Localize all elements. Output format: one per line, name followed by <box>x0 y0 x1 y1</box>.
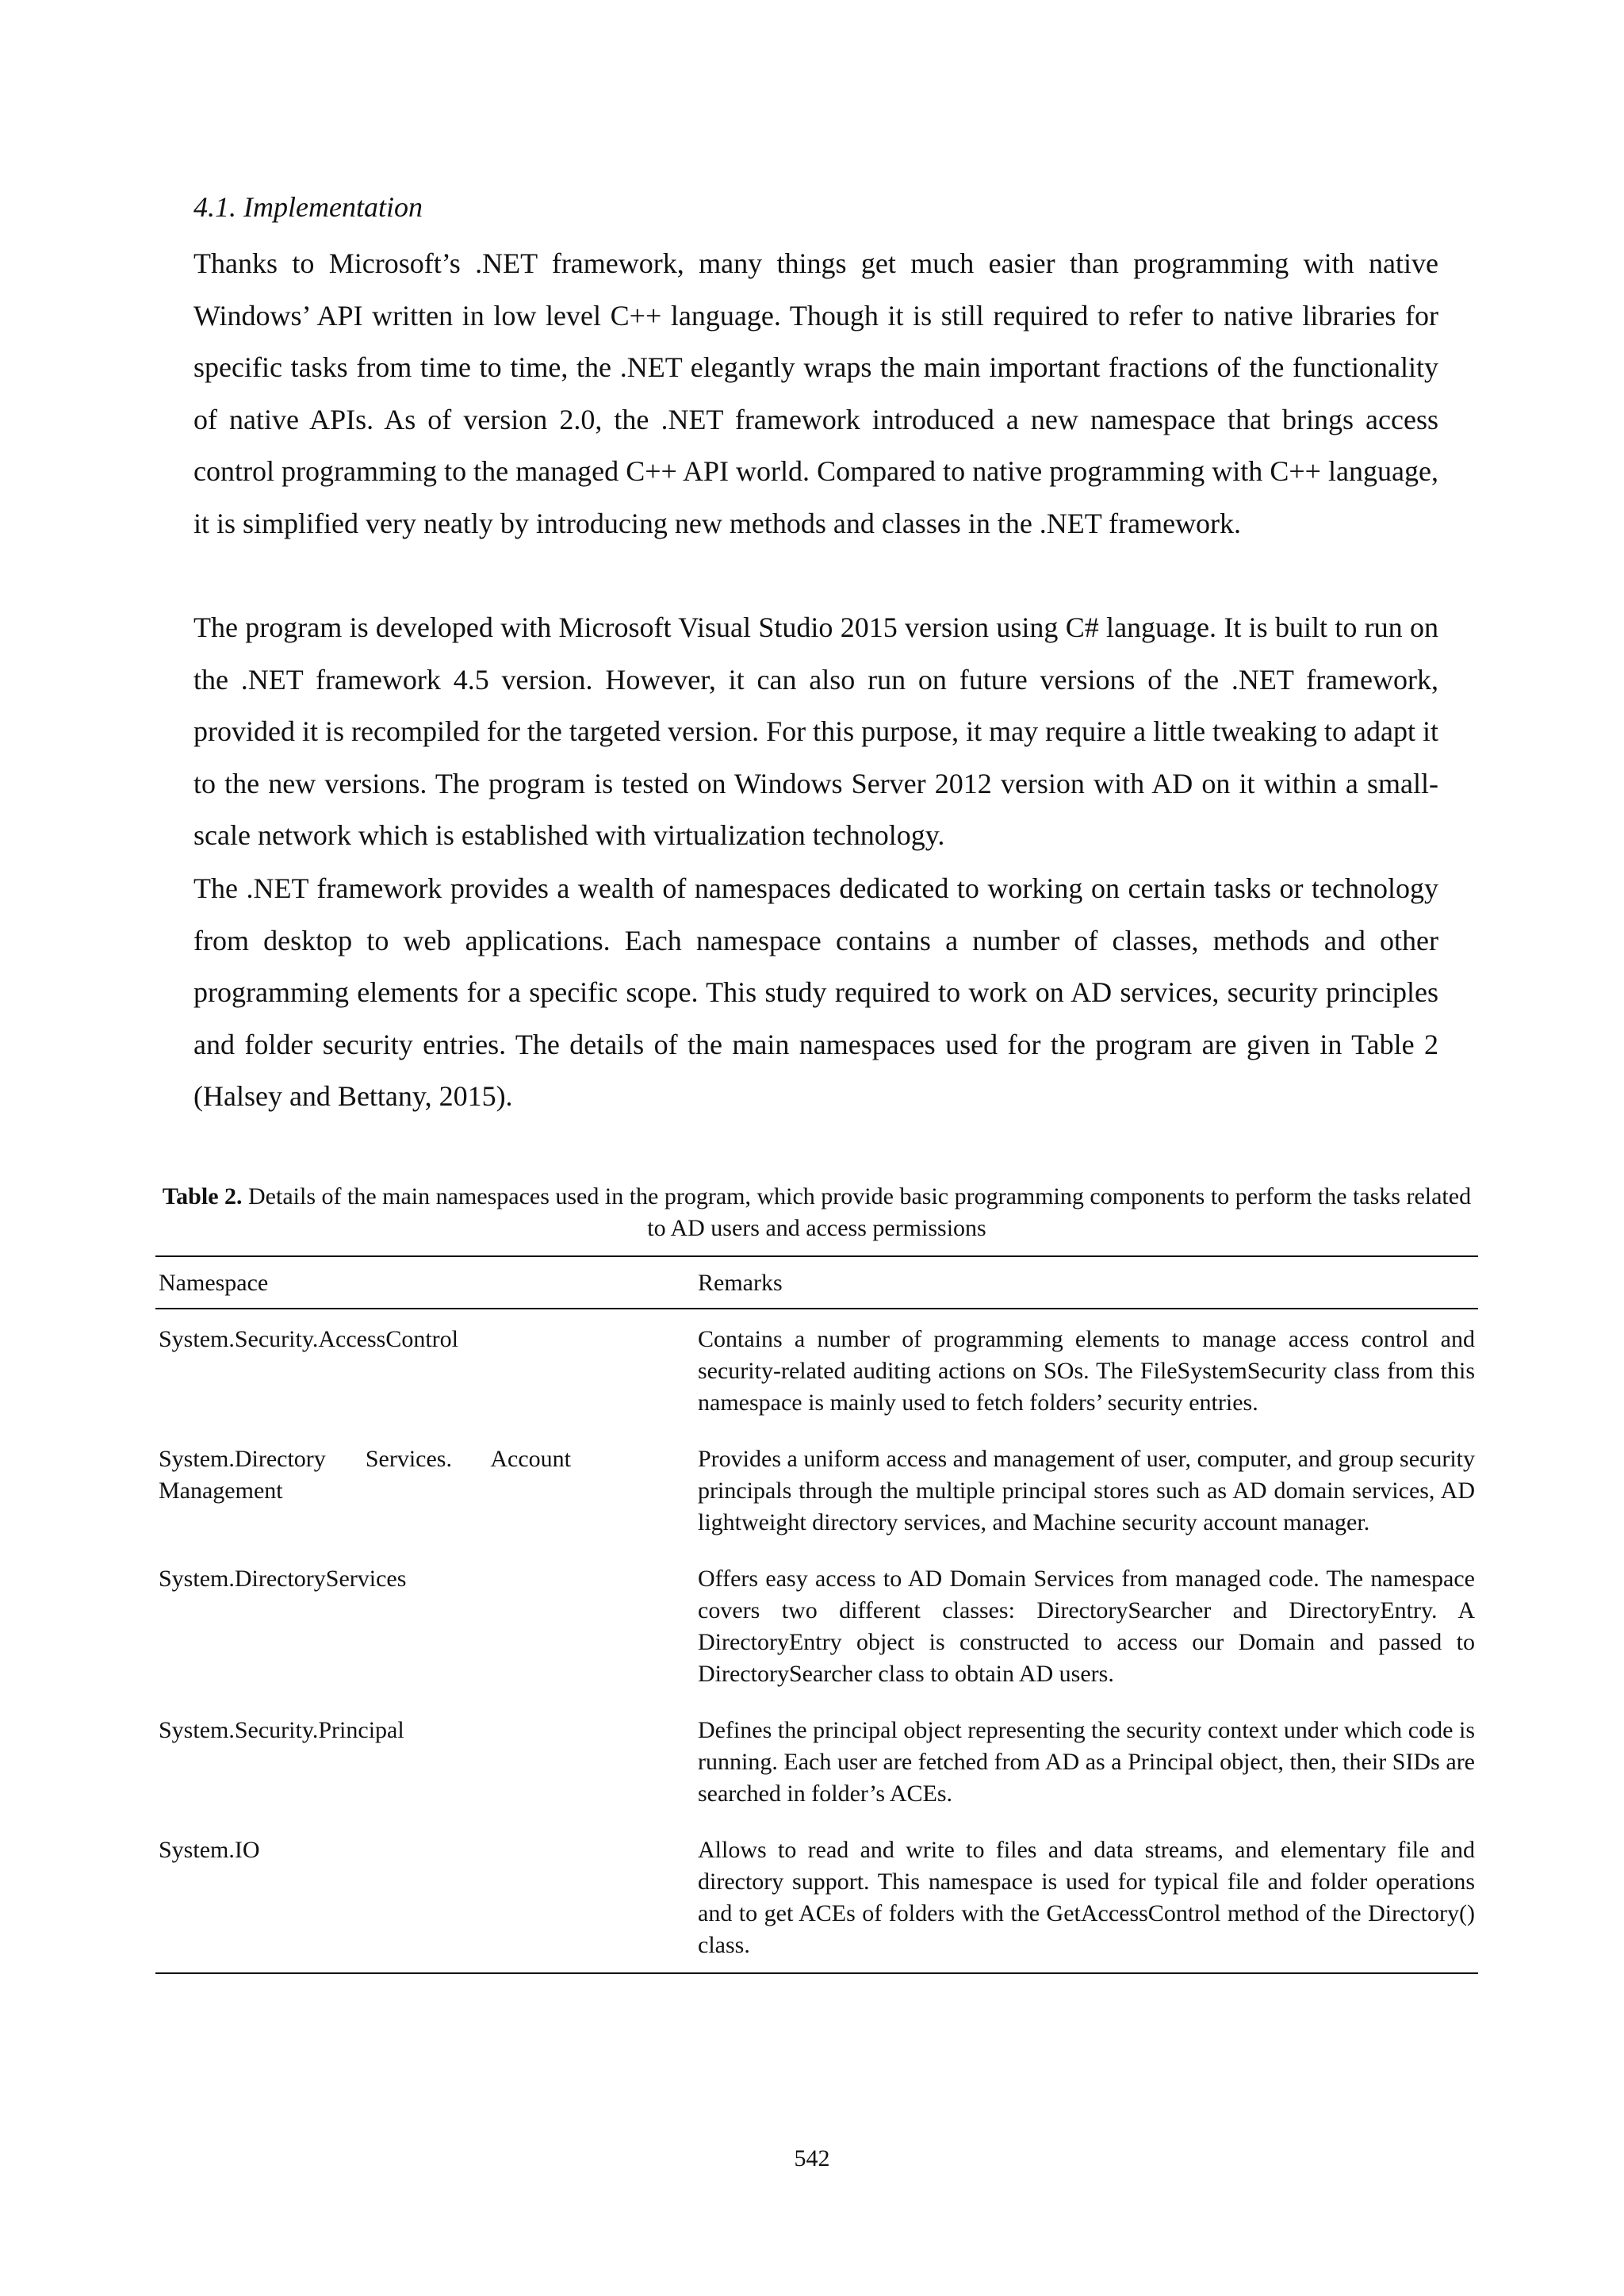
body-paragraph: The .NET framework provides a wealth of namespaces dedicated to working on certain tasks or technology from desktop to web applications. Each namespace contains a number of classes, methods and other programming elements for a specific scope. This study required to work on AD services, security principles and folder security entries. The details of the main namespaces used for the program are given in Table 2 (Halsey and Bettany, 2015). <box>193 872 1438 1113</box>
table-caption <box>159 1181 1475 1244</box>
body-paragraph: Thanks to Microsoft’s .NET framework, many things get much easier than programming with native Windows’ API written in low level C++ language. Though it is still required to refer to native libraries for specific tasks from time to time, the .NET elegantly wraps the main important fractions of the functionality of native APIs. As of version 2.0, the .NET framework introduced a new namespace that brings access control programming to the managed C++ API world. Compared to native programming with C++ language, it is simplified very neatly by introducing new methods and classes in the .NET framework. <box>193 247 1438 539</box>
remarks-cell: Offers easy access to AD Domain Services from managed code. The namespace covers two different classes: DirectorySearcher and DirectoryEntry. A DirectoryEntry object is constructed to access our Domain and passed to DirectorySearcher class to obtain AD users. <box>698 1566 1475 1687</box>
table-row <box>155 1309 1478 1437</box>
section-heading: 4.1. Implementation <box>193 191 423 223</box>
table-row <box>155 1708 1478 1828</box>
namespace-name: System.Directory Services. Account Management <box>159 1446 571 1504</box>
namespace-name: System.DirectoryServices <box>159 1566 407 1592</box>
namespace-name: System.IO <box>159 1837 260 1863</box>
remarks-cell: Provides a uniform access and management of user, computer, and group security principals through the multiple principal stores such as AD domain services, AD lightweight directory services, and Machine security account manager. <box>698 1446 1475 1535</box>
header-namespace: Namespace <box>155 1256 695 1309</box>
namespace-cell <box>155 1309 695 1437</box>
namespace-cell <box>155 1557 695 1708</box>
remarks-cell: Defines the principal object representing the security context under which code is running. Each user are fetched from AD as a Principal object, then, their SIDs are searched in folder’s ACEs. <box>698 1717 1475 1807</box>
namespace-name: System.Security.Principal <box>159 1717 404 1743</box>
table-caption-text: Details of the main namespaces used in the program, which provide basic programming components to perform the tasks related to AD users and access permissions <box>242 1183 1472 1241</box>
namespace-cell <box>155 1708 695 1828</box>
namespace-cell <box>155 1437 695 1557</box>
namespaces-table <box>155 1255 1478 1974</box>
table-row <box>155 1557 1478 1708</box>
table-caption-label: Table 2. <box>162 1183 243 1209</box>
table-row <box>155 1828 1478 1973</box>
header-remarks: Remarks <box>695 1256 1478 1309</box>
remarks-cell: Allows to read and write to files and data streams, and elementary file and directory support. This namespace is used for typical file and folder operations and to get ACEs of folders with the GetAccessControl method of the Directory() class. <box>695 1828 1478 1973</box>
namespace-name: System.Security.AccessControl <box>159 1326 459 1352</box>
namespace-cell <box>155 1828 695 1973</box>
body-paragraph: The program is developed with Microsoft Visual Studio 2015 version using C# language. It is built to run on the .NET framework 4.5 version. However, it can also run on future versions of the .NET framework, provided it is recompiled for the targeted version. For this purpose, it may require a little tweaking to adapt it to the new versions. The program is tested on Windows Server 2012 version with AD on it within a small-scale network which is established with virtualization technology. <box>193 611 1438 852</box>
remarks-cell: Contains a number of programming elements to manage access control and security-related auditing actions on SOs. The FileSystemSecurity class from this namespace is mainly used to fetch folders’ security entries. <box>698 1326 1475 1416</box>
table-row <box>155 1437 1478 1557</box>
table-header-row <box>155 1256 1478 1309</box>
page-number: 542 <box>794 2145 830 2171</box>
